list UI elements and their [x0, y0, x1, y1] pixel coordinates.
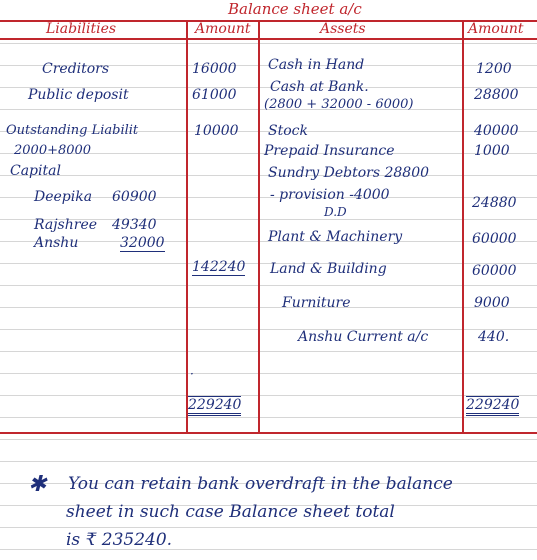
- asset-amount: 1200: [476, 61, 512, 77]
- total-left: 229240: [188, 396, 241, 416]
- asset-amount: 40000: [474, 123, 519, 139]
- capital-name: Anshu: [34, 235, 79, 251]
- capital-value: 49340: [112, 217, 157, 233]
- asset-label: Sundry Debtors 28800: [268, 165, 430, 181]
- asset-label: Land & Building: [270, 261, 387, 277]
- liability-label: Capital: [10, 163, 61, 179]
- asset-label: Cash at Bank.: [270, 79, 369, 95]
- capital-total: 142240: [192, 259, 246, 275]
- capital-name: Rajshree: [34, 217, 98, 233]
- asset-label: Stock: [268, 123, 308, 139]
- ink-dot: ·: [190, 367, 194, 381]
- note-line-3: is ₹ 235240.: [66, 530, 173, 550]
- liability-label: 2000+8000: [14, 143, 92, 158]
- note-line-2: sheet in such case Balance sheet total: [66, 502, 395, 522]
- liability-label: Outstanding Liabilit: [6, 123, 139, 138]
- asset-label: Cash in Hand: [268, 57, 365, 73]
- capital-value: 60900: [112, 189, 157, 205]
- liability-label: Public deposit: [28, 87, 129, 103]
- asset-amount: 9000: [474, 295, 510, 311]
- asset-amount: 60000: [472, 231, 517, 247]
- asset-label: - provision -4000: [270, 187, 390, 203]
- liability-label: Creditors: [42, 61, 110, 77]
- asset-amount: 440.: [478, 329, 510, 345]
- asset-label: D.D: [324, 205, 347, 219]
- page-title: Balance sheet a/c: [228, 0, 362, 18]
- note-star: ✱: [28, 472, 47, 497]
- asset-amount: 28800: [474, 87, 519, 103]
- table-bottom-rule: [0, 432, 537, 434]
- header-amount-right: Amount: [468, 21, 524, 37]
- asset-label: Plant & Machinery: [268, 229, 403, 245]
- header-liabilities: Liabilities: [46, 21, 117, 37]
- liability-amount: 16000: [192, 61, 237, 77]
- column-divider-2: [258, 20, 260, 432]
- asset-label: (2800 + 32000 - 6000): [264, 97, 414, 112]
- asset-amount: 60000: [472, 263, 517, 279]
- total-right: 229240: [466, 396, 519, 416]
- asset-label: Furniture: [282, 295, 351, 311]
- column-divider-3: [462, 20, 464, 432]
- header-assets: Assets: [320, 21, 366, 37]
- capital-name: Deepika: [34, 189, 93, 205]
- asset-amount: 1000: [474, 143, 510, 159]
- note-line-1: You can retain bank overdraft in the balance: [68, 474, 453, 494]
- asset-amount: 24880: [472, 195, 517, 211]
- liability-amount: 10000: [194, 123, 239, 139]
- asset-label: Anshu Current a/c: [298, 329, 429, 345]
- liability-amount: 61000: [192, 87, 237, 103]
- header-amount-left: Amount: [195, 21, 251, 37]
- header-bottom-rule: [0, 38, 537, 40]
- capital-value: 32000: [120, 235, 165, 251]
- asset-label: Prepaid Insurance: [264, 143, 395, 159]
- column-divider-1: [186, 20, 188, 432]
